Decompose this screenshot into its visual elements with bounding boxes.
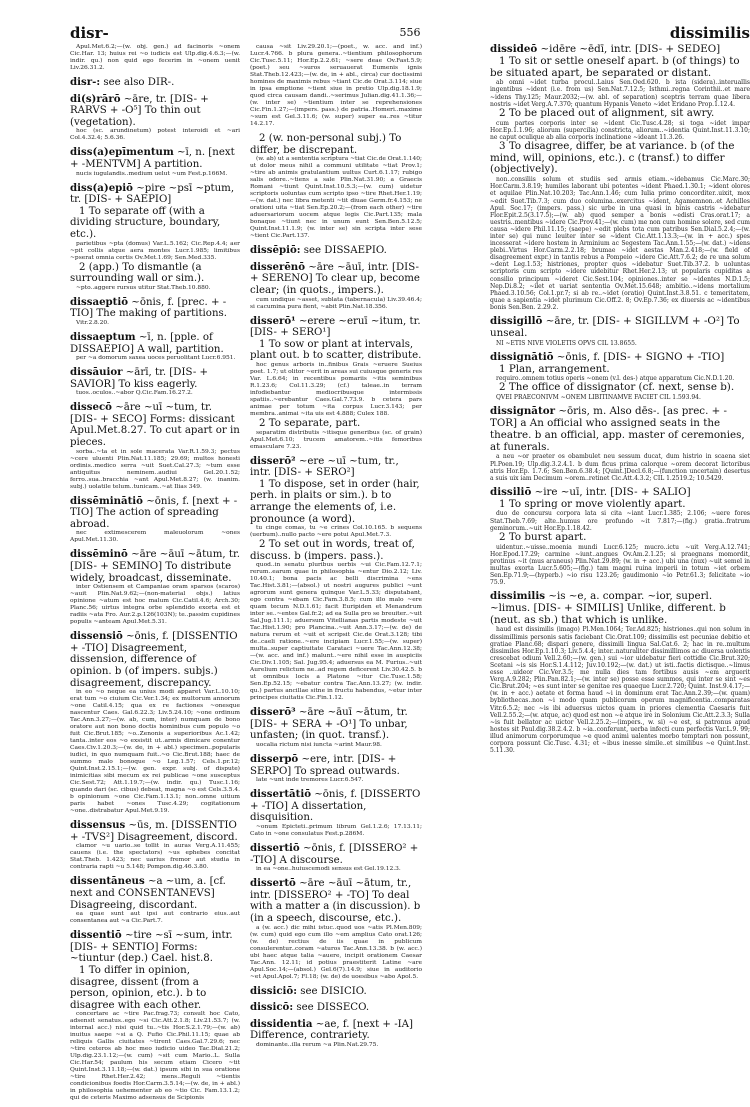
citations: hoc genus arboris in..finibus Grais ~eruere Sueius poet. 1.7; ut olitor ~erit in areas sui cuiusque generis res Var. L.6.64; in recentibus pomariis ~itis seminibus R.1.23.6; Col.11.3.29; (cf.) taleae..in terram infodiebantur mediocribusque intermissis spatiis..~erebantur Caes.Gal.7.73.9. b cetera pars animae per totum ~ita corpus Lucr.3.143; per membra..animai ~ita uis est 4.888; Culex 188. (250, 361, 422, 417)
citations: duo de concursu corpora lata si cita ~iant Lucr.1.385; 2.106; ~uere fores Stat.Theb.7.69; alte..humus ore profundo ~it 7.817;—(fig.) gratia..fratrum geminorum..~uit Hor.Ep.1.18.42. (490, 510, 750, 532)
headword: diss(a)epiō (70, 181, 133, 194)
citations: separatim distributis ~itisque generibus (sc. of grain) Apul.Met.6.10; trucem amatorem..~itis femoribus emasculare 7.23. (250, 429, 422, 450)
headword: disserō¹ (250, 314, 296, 327)
sense-definition: 1 To differ in opinion, disagree, dissent (from a person, opinion, etc.). b to disagree with each other. (70, 964, 207, 1011)
citations: NI ~ETIS NIVE VIOLETIS OPVS CIL 13.8655. (496, 339, 637, 347)
citations: ~onum Epicteti..primum librum Gel.1.2.6; 17.13.11; Cato in ~one consulatus Fest.p.286M. (250, 824, 422, 838)
sense-definition: 1 To dispose, set in order (hair, perh. in plaits or sim.). b to arrange the elements of, i.e. pronounce (a word). (250, 478, 420, 525)
citations: inter Ostiensem et Campaniae oram sparsos (scaros) ~auit Plin.Nat.9.62;—(non-material objs.) latius opinione ~atum est hoc malum Cic.Catil.4.6; Arch.30; Planc.56; uirtus integra orbe splendido exorta est et radiis ~ata Fro. Aur.2.p.126(103N); te..passim cupidines populis ~anteam Apul.Met.5.31. (70, 584, 240, 626)
citations: causa ~sit Liv.29.20.1;—(poet., w. acc. and inf.) Lucr.4.766. b plura genera..~tientium philosophorum Cic.Tusc.5.11; Hor.Ep.2.2.61; ~sere deae Ov.Fast.5.9; (poet.) seu ~suros seruauerat Eumenis ignis Stat.Theb.12.423;—(w. de, in + abl., circa) cur doctissimi homines de maximis rebus ~tiant Cic.de Orat.3.114; siue in ipsa emptione ~tient siue in pretio Ulp.dig.18.1.9; quod circa causam dandi..~serimus Julian.dig.41.1.36;—(w. inter se) ~tientium inter se reprehensiones Cic.Fin.1.27;—(impers. pass.) de patria..Homeri..maxime ~sum est Gel.3.11.6; (w. super) super ea..res ~titur 14.2.17. (250, 44, 422, 127)
entry-definition: ~pire ~psī ~ptum, tr. [DIS- + SAEPIO] (70, 182, 235, 206)
citations: requiro..omnem totius operis ~onem (v.l. des-) atque apparatum Cic.N.D.1.20. (496, 375, 735, 383)
citations: quod..in senatu pluribus uerbis ~ui Cic.Fam.12.7.1; rerum..earum quae in philosophia ~entur Dio.2.12; Liv. 10.40.1; bona pacis ac belli discrimina ~ens Tac.Hist.3.81;—(absol.) ut nostri augures publici ~unt agrorum sunt genera quinque Var.L.5.33; disputabant, ego contra ~ebam Cic.Fam.3.8.5; cum illo malo ~ere quam tecum N.D.1.61; facit Euripiden et Menandrum inter se..~entes Gal.fr.2; ad ea Sulla pro se breuiter..~uit Sal.Jug.111.1; aduersum Vitellianas partis modeste ~uit Tac.Hist.1.90; pro Plancina..~uit Ann.3.17;—(w. de) de natura rerum et ~uit et scripsit Cic.de Orat.3.128; tibi de..caeli ratione..~ere incipiam Lucr.1.55;—(w. super) multa..super captiuitate Carataci ~uere Tac.Ann.12.38;—(w. acc. and inf.) malunt..~ere nihil esse in auspiciis Cic.Div.1.105; Sal. Jug.95.4; aduersus ea M. Furius..~uit Aurelium relictum ne..ad regem deficerent Liv.30.42.5. b ut omnibus locis a Platone ~itur Cic.Tusc.1.58; Sen.Ep.52.15; ~ebatur contra Tac.Ann.13.27; (w. indir. qu.) partus ancillae sitne in fructu habendus, ~etur inter principes ciuitatis Cic.Fin.1.12. (250, 562, 422, 702)
entry-definition: ~ōnis, f. [DISSERTO + -TIO] A dissertation, disquisition. (250, 789, 421, 824)
dictionary-entry (70, 631, 240, 815)
entry-head (70, 930, 240, 965)
citations: clamor ~u uario..se tollit in auras Verg.A.11.455; cauens (i.e. the spectators) ~us ephebes concitat Stat.Theb. 1.423; nec uarius fremor aut studia in contraria rapti ~u 5.148; Pompon.dig.46.3.80. (70, 843, 240, 871)
dictionary-entry (250, 456, 422, 703)
entry-definition: see DISICIO. (300, 985, 367, 997)
sense-definition: 1 To separate off (with a dividing structure, boundary, etc.). (70, 205, 221, 240)
citations: tu cinge comas, tu ~e crines Col.10.165. b sequens (uerbum)..nullo pacto ~ere potui Apul.Met.7.3. (250, 525, 422, 539)
dictionary-entry (70, 183, 240, 292)
dictionary-entry (70, 77, 240, 89)
entry-head (70, 549, 240, 584)
entry-head (250, 707, 422, 742)
citations: ab omni ~idet turba procul..Laius Sen.Oed.620. b ista (sidera)..interuallis ingentibus ~ident (i.e. from us) Sen.Nat.7.12.5; Isthmi..regna Corinthii..et mare ~idens Thy.125; Maur.2032;—(w. abl. of separation) sceptris terram quae libera nostris ~idet Verg.A.7.370; quantum Hypanis Veneto ~idet Eridano Prop.1.12.4. (490, 79, 750, 108)
entry-head (70, 876, 240, 911)
dictionary-entry (250, 1002, 422, 1014)
entry-head (490, 316, 750, 340)
dictionary-entry (490, 487, 750, 586)
headword: disserō² (250, 454, 296, 467)
entry-head (70, 820, 240, 843)
entry-definition: ~is ~e, a. compar. ~ior, superl. ~limus. [DIS- + SIMILIS] Unlike, different. b (neut. as sb.) that which is unlike. (490, 590, 726, 626)
citations: cum partes corporis inter se ~ident Cic.Tusc.4.28; si toga ~idet impar Hor.Ep.1.1.96; aliorum (supercilia) constricta, aliorum..~identia Quint.Inst.11.3.10; ne caput oculique ab alia corporis inclinatione ~ideant 11.3.26. (490, 119, 750, 141)
dictionary-entry (490, 352, 750, 402)
sense-definition: 2 To be placed out of alignment, sit awry. (499, 106, 715, 119)
citations: dominante..illa rerum ~a Plin.Nat.29.75. (256, 1041, 379, 1048)
citations: per ~a domorum saxea uoces peruolitant Lucr.6.951. (76, 355, 236, 362)
entry-head (250, 789, 422, 824)
citations: Vitr.2.8.20. (76, 319, 110, 326)
entry-definition: ~ōris, m. Also dēs-. [as prec. + -TOR] a An official who assigned seats in the theatre. b an official, app. master of ceremonies, at funerals. (490, 405, 745, 453)
sense-definition: 1 Plan, arrangement. (499, 362, 610, 375)
entry-definition: ~idēre ~ēdī, intr. [DIS- + SEDEO] (540, 43, 721, 55)
sense-definition: 2 To set out in words, treat of, discuss. b (impers. pass.). (250, 539, 415, 562)
dictionary-entry (250, 843, 422, 873)
headword: dissertātiō (250, 788, 311, 801)
entry-definition: ~ūs, m. [DISSENTIO + -TVS²] Disagreement, discord. (70, 820, 238, 843)
dictionary-entry (490, 316, 750, 347)
dictionary-entry (70, 402, 240, 490)
entry-head (250, 245, 422, 257)
entry-definition: see also DIR-. (103, 77, 175, 88)
dictionary-entry (70, 147, 240, 177)
headword: dissertō (250, 877, 296, 890)
entry-head (250, 878, 422, 924)
entry-head (70, 77, 240, 89)
sense-definition: 1 To spring or move violently apart. (499, 497, 686, 510)
citations: nucis iugulandis..medium uelut ~um Fest.p.166M. (76, 170, 228, 177)
headword: di(s)rārō (70, 92, 121, 105)
citations: tuos..oculos..~abor Q.Cic.Fam.16.27.2. (76, 390, 193, 397)
entry-head (250, 1002, 422, 1014)
entry-definition: ~āre ~āuī ~ātum, tr., intr. [DISSERO² + -TO] To deal with a matter a (in discussion). b (in a speech, discourse, etc.). (250, 878, 421, 924)
headword: dissignātiō (490, 350, 554, 363)
dictionary-entry (70, 44, 240, 72)
dictionary-entry (70, 820, 240, 871)
column-left (70, 44, 240, 1107)
dictionary-entry (70, 876, 240, 925)
running-head-right: dissimilis (669, 24, 750, 42)
sense-definition: 1 To sow or plant at intervals, plant out. b to scatter, distribute. (250, 338, 422, 362)
headword: dissaeptiō (70, 295, 129, 308)
page-number: 556 (399, 26, 421, 39)
dictionary-entry (250, 754, 422, 784)
citations: (w. ab) ut a sententia scriptura ~tiat Cic.de Orat.1.140; ut dolor meus nihil a communi utilitate ~tiat Prov.1; ~tire ab animis gratulantium uultus Curt.6.1.17; rubigo salis odore..~tiens a sale Plin.Nat.31.90; a Graecis Romani ~tiunt Quint.Inst.10.5.3;—(w. cum) uidetur scriptoris uoluntas cum scripto ipso ~tire Rhet.Her.1.19;—(w. dat.) nec libra metenti ~tit diuae Germ.fr.4.153; ne orationi uita ~tiat Sen.Ep.20.2;—(from each other) ~tire aduersariorum uocem atque legis Cic.Part.135; mala bonaque ~tiunt nec in unum eunt Sen.Ben.5.12.5; Quint.Inst.11.1.9; (w. inter se) sin scripta inter sese ~tient Cic.Part.137. (250, 156, 422, 240)
entry-definition: ~ōnis, f. [DISSERO² + -TIO] A discourse. (250, 843, 419, 866)
dictionary-entry (70, 297, 240, 327)
entry-head (250, 316, 422, 339)
headword: dissicō: (250, 1001, 294, 1014)
headword: dissensus (70, 819, 126, 832)
entry-head (250, 754, 422, 777)
headword: dissiciō: (250, 984, 297, 997)
entry-head (70, 402, 240, 448)
dictionary-entry (250, 789, 422, 838)
headword: disserēnō (250, 260, 305, 273)
entry-definition: ~ōnis, f. [prec. + -TIO] The making of partitions. (70, 296, 227, 320)
dictionary-entry (70, 930, 240, 1102)
column-right (490, 44, 750, 759)
entry-definition: ~ere ~uī ~tum, tr., intr. [DIS- + SERO²] (250, 455, 399, 479)
citations: haud est dissimilis (imago) Pl.Men.1064; Ter.Ad.825; histriones..qui non solum in dissimillimis personis satis faciebant Cic.Orat.109; dissimilis est pecuniae debitio et gratiae Planc.68; dispari genere, dissimili lingua Sal.Cat.6. 2; hac in re..multum dissimiles Hor.Ep.1.10.3; Liv.5.4.4; inter..naturaliter dissimillimos ac diuersa uolentis crescebat odium Vell.2.60;—(w. gen.) sui ~ior uidebatur fieri cottidie Cic.Brut.320; Scetani ~is sis Hor.S.1.4.112; Juv.10.192;—(w. dat.) ut isti..factis dictisque..~limus esse ..uideor Cic.Ver.3.5; me nulla dies tam fortibus ausis ~em arguerit Verg.A.9.282; Plin.Pan.82.1;—(w. inter se) posse esse summos, qui inter se sint ~es Cic.Brut.204; ~es sunt inter se genitae res quaeque Lucr.2.720; Quint. Inst.9.4.17;—(w. in + acc.) aetate et forma haud ~i in dominum erat Tac.Ann.2.39;—(w. quam) bybliothecas..non ~i modo quam publicorum operum magnificentia..comparatas Vitr.6.5.2; nec ~is ibi aduersus uictos quam in priores clementia Caesaris fuit Vell.2.55.2;—(w. atque, ac) quod est non ~e atque ire in Solonium Cic.Att.2.3.3; Sulla ~is fuit bellator ac uictor Vell.2.25.2;—(impers., w. si) ~e est, si patronus apud hostes sit Paul.dig.38.2.4.2. b ~ia..conferunt, uerba infecti cum perfectis Var.L.9. 99; illud animorum corporumque ~e quod animi ualentes morbo temptari non possunt, corpora possunt Cic.Tusc. 4.31; et ~ibus inesse simile..et similibus ~e Quint.Inst. 5.11.30. (490, 626, 750, 755)
dictionary-entry (70, 332, 240, 362)
dictionary-entry (490, 44, 750, 311)
entry-head (490, 406, 750, 453)
headword: dissēminātiō (70, 494, 143, 507)
dictionary-entry (70, 496, 240, 545)
entry-definition: ~āre, tr. [DIS- + RARVS + -O⁵] To thin out (vegetation). (70, 93, 209, 128)
headword: disserō³ (250, 706, 296, 719)
dictionary-entry (70, 549, 240, 626)
dictionary-entry (250, 878, 422, 980)
entry-definition: ~āre, tr. [DIS- + SIGILLVM + -O²] To unseal. (490, 315, 740, 339)
entry-definition: ~ī, n. [pple. of DISSAEPIO] A wall, partition. (70, 331, 224, 355)
entry-head (250, 262, 422, 297)
dictionary-entry (250, 316, 422, 451)
entry-definition: ~ārī, tr. [DIS- + SAVIOR] To kiss eagerly. (70, 367, 209, 390)
sense-definition: 3 To disagree, differ, be at variance. b (of the mind, will, opinions, etc.). c (transf.) to differ (objectively). (490, 139, 735, 176)
dictionary-entry (250, 245, 422, 257)
entry-definition: ~tire ~sī ~sum, intr. [DIS- + SENTIO] Forms: ~tiuntur (dep.) Cael. hist.8. (70, 930, 233, 965)
entry-head (490, 487, 750, 499)
entry-head (490, 591, 750, 626)
dictionary-entry (490, 591, 750, 754)
entry-head (250, 843, 422, 866)
entry-head (70, 631, 240, 689)
citations: cum undique ~asset, sublata (tabernacula) Liv.39.46.4; si cacumina pura fient, ~abit Plin.Nat.18.356. (250, 296, 422, 310)
sense-definition: 2 (w. non-personal subj.) To differ, be discrepant. (250, 133, 402, 156)
entry-definition: ~ire ~uī, intr. [DIS- + SALIO] (534, 485, 691, 498)
citations: parietibus ~pta (domus) Var.L.5.162; Cic.Rep.4.4; aer ~pit collis atque aera montes Lucr.1.985; limitibus ~pserat omnia certis Ov.Met.1.69; Sen.Med.335. (70, 240, 240, 261)
dictionary-entry (70, 367, 240, 397)
headword: dissāuior (70, 366, 123, 379)
column-middle (250, 44, 422, 1054)
citations: in ea ~one..huiuscemodi sensus est Gel.19.12.3. (256, 866, 401, 873)
headword: dissentāneus (70, 875, 145, 888)
citations: ea quae sunt aut ipsi aut contrario eius..aut consentanea aut ~a Cic.Part.7. (70, 911, 240, 925)
headword: disr-: (70, 76, 101, 88)
dictionary-entry (250, 133, 422, 240)
dictionary-entry (490, 406, 750, 482)
citations: nec extimescerem maleuolorum ~ones Apul.Met.11.30. (70, 530, 240, 544)
citations: a neu ~or praeter os obambulet neu sessum ducat, dum histrio in scaena siet Pl.Poen.19; Ulp.dig.3.2.4.1. b dum ficus prima calorque ~orem decorat lictoribus atris Hor.Ep. 1.7.6; Sen.Ben.6.38.4; [Quint.]Decl.6.8;—(function uncertain) desertus a suis uix iam Decimum ~orem..retinet Cic.Att.4.3.2; CIL 1.2519.2; 10.5429. (490, 453, 750, 482)
sense-definition: 1 To sit or settle oneself apart. b (of things) to be situated apart, be separated or distant. (490, 54, 740, 79)
headword: dissiliō (490, 485, 532, 498)
entry-head (70, 183, 240, 206)
citations: sorba..~ta et in sole macerata Var.R.1.59.3; pectus ~cere uluenti Plin.Nat.11.185; 29.69; multos honesti ordinis..medico serra ~uit Suet.Cal.27.3; ~tum esse antiquitus neminem..audiui Gel.20.1.52; ferro..sua..bracchia ~ant Apul.Met.8.27; (w. inanim. subj.) uolatile telum..tunicam..~at Ilias 349. (70, 448, 240, 490)
entry-definition: ~ōnis, f. [next + -TIO] The action of spreading abroad. (70, 495, 238, 530)
headword: dissēpiō: (250, 244, 301, 257)
entry-definition: see DISSECO. (296, 1002, 370, 1014)
entry-head (70, 332, 240, 355)
entry-definition: ~ae, f. [next + -IA] Difference, contrariety. (250, 1018, 413, 1042)
entry-head (70, 496, 240, 531)
headword: dissigillō (490, 315, 543, 328)
entry-head (70, 147, 240, 170)
headword: dissaeptum (70, 330, 136, 343)
citations: concertare ac ~tire Pac.frag.73; consult hoc Cato, adsensit senatus..ego ~si Cic.Att.2.1.8; Liv.21.53.7; (w. internal acc.) nisi quid tu..~tis Hor.S.2.1.79;—(w. ab) inuitus saepe ~si a Q. Fufio Cic.Phil.11.15; quae ab reliquis Gallis ciuitates ~tirent Caes.Gal.7.29.6; nec ~tire ceteros ab hoc meo iudicio uideo Tac.Dial.21.2; Ulp.dig.23.1.12;—(w. cum) ~sit cum Mario..L. Sulla Cic.Har.54; paulum his secum etiam Cicero ~tit Quint.Inst.3.11.18;—(w. dat.) ipsum sibi in sua oratione ~tire Rhet.Her.2.42; mens..Reguli ~tientis condicionibus foedis Hor.Carm.3.5.14;—(w. de, in + abl.) in philosophia uehementer ab eo ~tio Cic. Fam.13.1.2; qui de ceteris Maximo adsensus de Scipionis (70, 1011, 240, 1102)
dictionary-entry (250, 262, 422, 311)
headword: dissensiō (70, 630, 123, 643)
entry-head (250, 986, 422, 998)
entry-definition: ~erere ~eruī ~itum, tr. [DIS- + SERO¹] (250, 315, 421, 339)
entry-head (70, 297, 240, 320)
citations: QVEI PRAECONIVM ~ONEM LIBITINAMVE FACIET CIL 1.593.94. (496, 394, 701, 402)
citations: in eo ~o neque ea unius modi apparet Var.L.10.10; erat tum ~o ciuium Cic.Ver.1.34; ex multorum annorum ~one Catil.4.15; qua ex re factiones ~onesque nascentur Caes. Gal.6.22.3; Liv.5.24.10; ~one ordinum Tac.Ann.3.27;—(w. ab, cum, inter) numquam de bono oratore aut non bono doctis hominibus cum populo ~o fuit Cic.Brut.185; ~o..Zenonis a superioribus Ac.1.42; tanta..inter eos ~o exsistit ut..armis dimicare conentur Caes.Civ.1.20.3;—(w. de, in + abl.) specimen..popularis iudici, in quo numquam fuit..~o Cic.Brut.188; haec de summo malo bonoque ~o Leg.1.57; Cels.1.pr.12; Quint.Inst.2.15.1;—(w. gen. expr. subj. of dispute) inimicitias sibi mecum ex rei publicae ~one susceptus Cic.Sest.72; Att.1.19.7;—(w. indir. qu.) Tusc.1.16; quando dari (sc. cibus) debeat, magna ~o est Cels.3.5.4. b opinionum ~one Cic.Fam.1.13.1; non..omne uitium paris habet ~ones Tusc.4.29; cogitationum ~one..distrabatur Apul.Met.9.19. (70, 689, 240, 815)
headword: diss(a)epīmentum (70, 146, 174, 159)
entry-definition: see DISSAEPIO. (303, 245, 387, 257)
headword: dissecō (70, 401, 112, 414)
dictionary-entry (250, 707, 422, 749)
dictionary-entry (250, 986, 422, 998)
entry-head (70, 94, 240, 129)
entry-definition: ~ere, intr. [DIS- + SERPO] To spread outwards. (250, 754, 400, 777)
citations: late ~unt inde tremores Lucr.6.547. (256, 777, 364, 784)
entry-definition: ~a ~um, a. [cf. next and CONSENTANEVS] Disagreeing, discordant. (70, 876, 226, 911)
entry-head (490, 352, 750, 364)
entry-definition: ~ī, n. [next + -MENTVM] A partition. (70, 147, 235, 170)
headword: dissēminō (70, 548, 128, 561)
entry-definition: ~ōnis, f. [DIS- + SIGNO + -TIO] (556, 350, 725, 363)
headword: dissignātor (490, 405, 556, 418)
sense-definition: 2 To separate, part. (259, 417, 361, 429)
headword: dissidentia (250, 1017, 313, 1030)
sense-definition: 2 To burst apart. (499, 530, 587, 543)
citations: Apul.Met.6.2;—(w. obj. gen.) ad facinoris ~onem Cic.Har. 13; huius rei ~o iudicis est Ulp.dig.4.6.3;—(w. indir. qu.) non quid ego fecerim in ~onem uenit Liv.26.31.2. (70, 44, 240, 71)
entry-definition: ~āre ~āuī, intr. [DIS- + SERENO] To clear up, become clear; (in quots., impers.). (250, 261, 420, 296)
headword: disserpō (250, 753, 299, 766)
dictionary-entry (70, 94, 240, 143)
citations: hoc (sc. arundinetum) potest interoidi et ~ari Col.4.32.4; 5.6.36. (70, 128, 240, 142)
citations: uidentur..~uisse..moenia mundi Lucr.6.125; mucro..ictu ~uit Verg.A.12.741; Hor.Epod.17.29; carmine ~iunt..angues Ov.Am.2.1.25; si praegnans momordit, protinus ~it (mus araneus) Plin.Nat.29.89; (w. in + acc.) ubi una (nux) ~uit semel in multas exorta Lucr.5.605;—(fig.) tam magni ruina imperii in totum ~iet orbem Sen.Ep.71.9;—(hyperb.) ~io risu 123.26; gaudimonio ~io Petr.61.3; felicitate ~io 75.9. (490, 543, 750, 586)
citations: a (w. acc.) dic mihi istuc..quod uos ~atis Pl.Men.809; (w. cum) quid ego cum illo ~em amplius Cato orat.126; (w. de) rectius de iis quae in publicum consulerentur..coram ~aturos Tac.Ann.13.38. b (w. acc.) ubi haec atque talia ~auere, incipit orationem Caesar Tac.Ann. 12.11; id potius praestiterit Latine ~are Apul.Soc.14;—(absol.) Gel.6(7).14.9; siue in auditorio ~et Apul.Apol.7; Fl.18; (w. de) de uoesibus ~abo Apol.5. (250, 924, 422, 980)
sense-definition: 2 The office of dissignator (cf. next, sense b). (499, 381, 735, 394)
headword: dissideō (490, 43, 538, 55)
headword: dissertiō (250, 842, 300, 855)
headword: dissimilis (490, 590, 546, 603)
headword: dissentiō (70, 929, 122, 942)
citations: non..consiliis solum et studiis sed armis etiam..~idebamus Cic.Marc.30; Hor.Carm.3.8.19; humiles laborant ubi potentes ~ident Phaed.1.30.1; ~ident olores et aquilae Plin.Nat.10.203; Tac.Ann.1.46; cum Iulia primo concorditer..uixit, mox ~edit Suet.Tib.7.3; cum duo columina..exercitus ~ident, Agamemnon..et Achilles Apul. Soc.17; (impers. pass.) sic urbe in una quasi in binis castris ~idebatur Flor.Epit.2.5(3.17.5);—(w. ab) quod semper a bonis ~edisti Cras.orat.17; a uestris..mentibus ~idere Cic.Prov.41;—(w. cum) me non cum homine solere, sed cum causa ~idere Phil.11.15; (saepe) ~edit plebs tota cum patribus Sen.Dial.5.2.4;—(w. inter se) qui nunc leuiter inter se ~ident Cic.Att.1.13.3;—(w. in + acc.) spes incesserat ~idere hostem in Arminium ac Segestem Tac.Ann.1.55;—(w. dat.) ~idens plebi..Virtus Hor.Carm.2.2.18; brumae ~idet aestas Man.2.418;—(w. field of disagreement expr.) in tantis rebus a Pompeio ~idere Cic.Att.7.6.2; de re una solum ~dent Leg.1.53; histriones, propter quos ~idebatur Suet.Tib.37.2. b uoluntas scriptoris cum scripto ~idere uidebitur Rhet.Her.2.13; ut popularis cupiditas a consilio principum ~ideret Cic.Sest.104; opiniones..inter se ~identes N.D.1.5; Nep.Di.8.2; ~ilet et uariat sententia Ov.Met.15.648; ambitio..~idens mortalium Phaed.3.10.56; Col.1.pr.7; si ab re..~idet (oratio) Quint.Inst.3.8.51. c temeritatem, quae a sapientia ~idet plurimum Cic.Off.2. 8; Ov.Ep.7.36; ex diuersis ac ~identibus bonis Sen.Ben. 2.29.2. (490, 176, 750, 311)
citations: ~pto..aggere rursus utitur Stat.Theb.10.880. (76, 284, 211, 291)
dictionary-entry (250, 1019, 422, 1049)
entry-head (250, 1019, 422, 1042)
entry-definition: ~ōnis, f. [DISSENTIO + -TIO] Disagreement, dissension, difference of opinion. b (of impers. subjs.) disagreement, discrepancy. (70, 631, 238, 689)
entry-head (70, 367, 240, 390)
entry-head (250, 456, 422, 479)
entry-definition: ~āre ~uī ~tum, tr. [DIS- + SECO] Forms: dissicant Apul.Met.8.27. To cut apart or in pieces. (70, 402, 240, 449)
entry-definition: ~āre ~āuī ~ātum, tr. [DIS- + SEMINO] To distribute widely, broadcast, disseminate. (70, 549, 240, 584)
dictionary-entry (250, 44, 422, 128)
sense-definition: 2 (app.) To dismantle (a surrounding wall or sim.). (70, 261, 205, 285)
entry-definition: ~āre ~āuī ~ātum, tr. [DIS- + SERA + -O¹] To unbar, unfasten; (in quot. transf.). (250, 707, 408, 742)
running-head-left: disr- (70, 24, 109, 42)
citations: uocalia rictum nisi iuncta ~arint Maur.98. (256, 742, 382, 749)
